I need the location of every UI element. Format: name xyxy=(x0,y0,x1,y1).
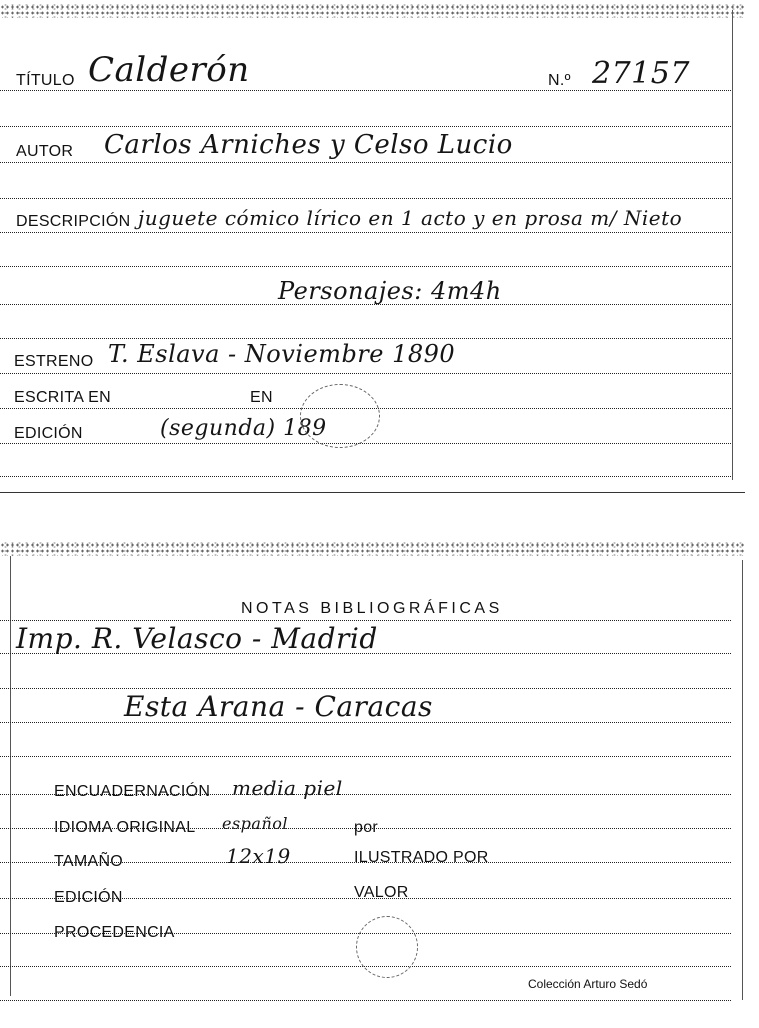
ruled-line xyxy=(0,266,731,267)
ilustrado-label: ILUSTRADO POR xyxy=(354,849,489,866)
notas-heading: NOTAS BIBLIOGRÁFICAS xyxy=(241,600,503,617)
edicion-label-back: EDICIÓN xyxy=(54,889,123,906)
edicion-label: EDICIÓN xyxy=(14,425,83,442)
valor-label: VALOR xyxy=(354,884,409,901)
ruled-line xyxy=(0,198,731,199)
tamano-label: TAMAÑO xyxy=(54,853,124,870)
ruled-line xyxy=(0,232,731,233)
ruled-line xyxy=(0,373,731,374)
catalog-card-front xyxy=(0,0,745,492)
faded-stamp xyxy=(300,384,380,448)
card-left-border xyxy=(10,556,11,996)
encuadernacion-label: ENCUADERNACIÓN xyxy=(54,783,211,800)
nota-line-2: Esta Arana - Caracas xyxy=(124,690,433,723)
ruled-line xyxy=(0,443,731,444)
encuadernacion-value: media piel xyxy=(232,776,343,800)
escrita-en-label: ESCRITA EN xyxy=(14,389,111,406)
autor-label: AUTOR xyxy=(16,143,74,160)
ruled-line xyxy=(0,688,731,689)
ruled-line xyxy=(0,756,731,757)
coleccion-footer: Colección Arturo Sedó xyxy=(528,977,648,991)
numero-value: 27157 xyxy=(592,56,690,91)
faded-stamp xyxy=(356,916,418,978)
nota-line-1: Imp. R. Velasco - Madrid xyxy=(16,622,378,655)
edicion-value: (segunda) 189 xyxy=(160,416,327,441)
en-label: EN xyxy=(250,389,273,406)
card-top-edge xyxy=(0,542,745,556)
autor-value: Carlos Arniches y Celso Lucio xyxy=(104,130,513,160)
por-label: por xyxy=(354,819,379,836)
estreno-label: ESTRENO xyxy=(14,353,94,370)
ruled-line xyxy=(0,620,731,621)
catalog-card-back xyxy=(0,540,745,1010)
idioma-label: IDIOMA ORIGINAL xyxy=(54,819,196,836)
card-separator xyxy=(0,492,745,493)
card-right-border xyxy=(742,560,743,1000)
descripcion-value: juguete cómico lírico en 1 acto y en prosa m/ Nieto xyxy=(138,206,683,230)
numero-label: N.º xyxy=(548,72,571,89)
descripcion-label: DESCRIPCIÓN xyxy=(16,213,131,230)
ruled-line xyxy=(0,1000,731,1001)
personajes-value: Personajes: 4m4h xyxy=(278,277,502,305)
ruled-line xyxy=(0,126,731,127)
card-top-edge xyxy=(0,4,745,18)
tamano-value: 12x19 xyxy=(226,844,291,868)
ruled-line xyxy=(0,476,731,477)
titulo-value: Calderón xyxy=(88,50,250,90)
procedencia-label: PROCEDENCIA xyxy=(54,924,175,941)
estreno-value: T. Eslava - Noviembre 1890 xyxy=(108,340,456,368)
card-right-border xyxy=(732,10,733,480)
ruled-line xyxy=(0,162,731,163)
titulo-label: TÍTULO xyxy=(16,72,75,89)
ruled-line xyxy=(0,338,731,339)
idioma-value: español xyxy=(222,814,289,833)
